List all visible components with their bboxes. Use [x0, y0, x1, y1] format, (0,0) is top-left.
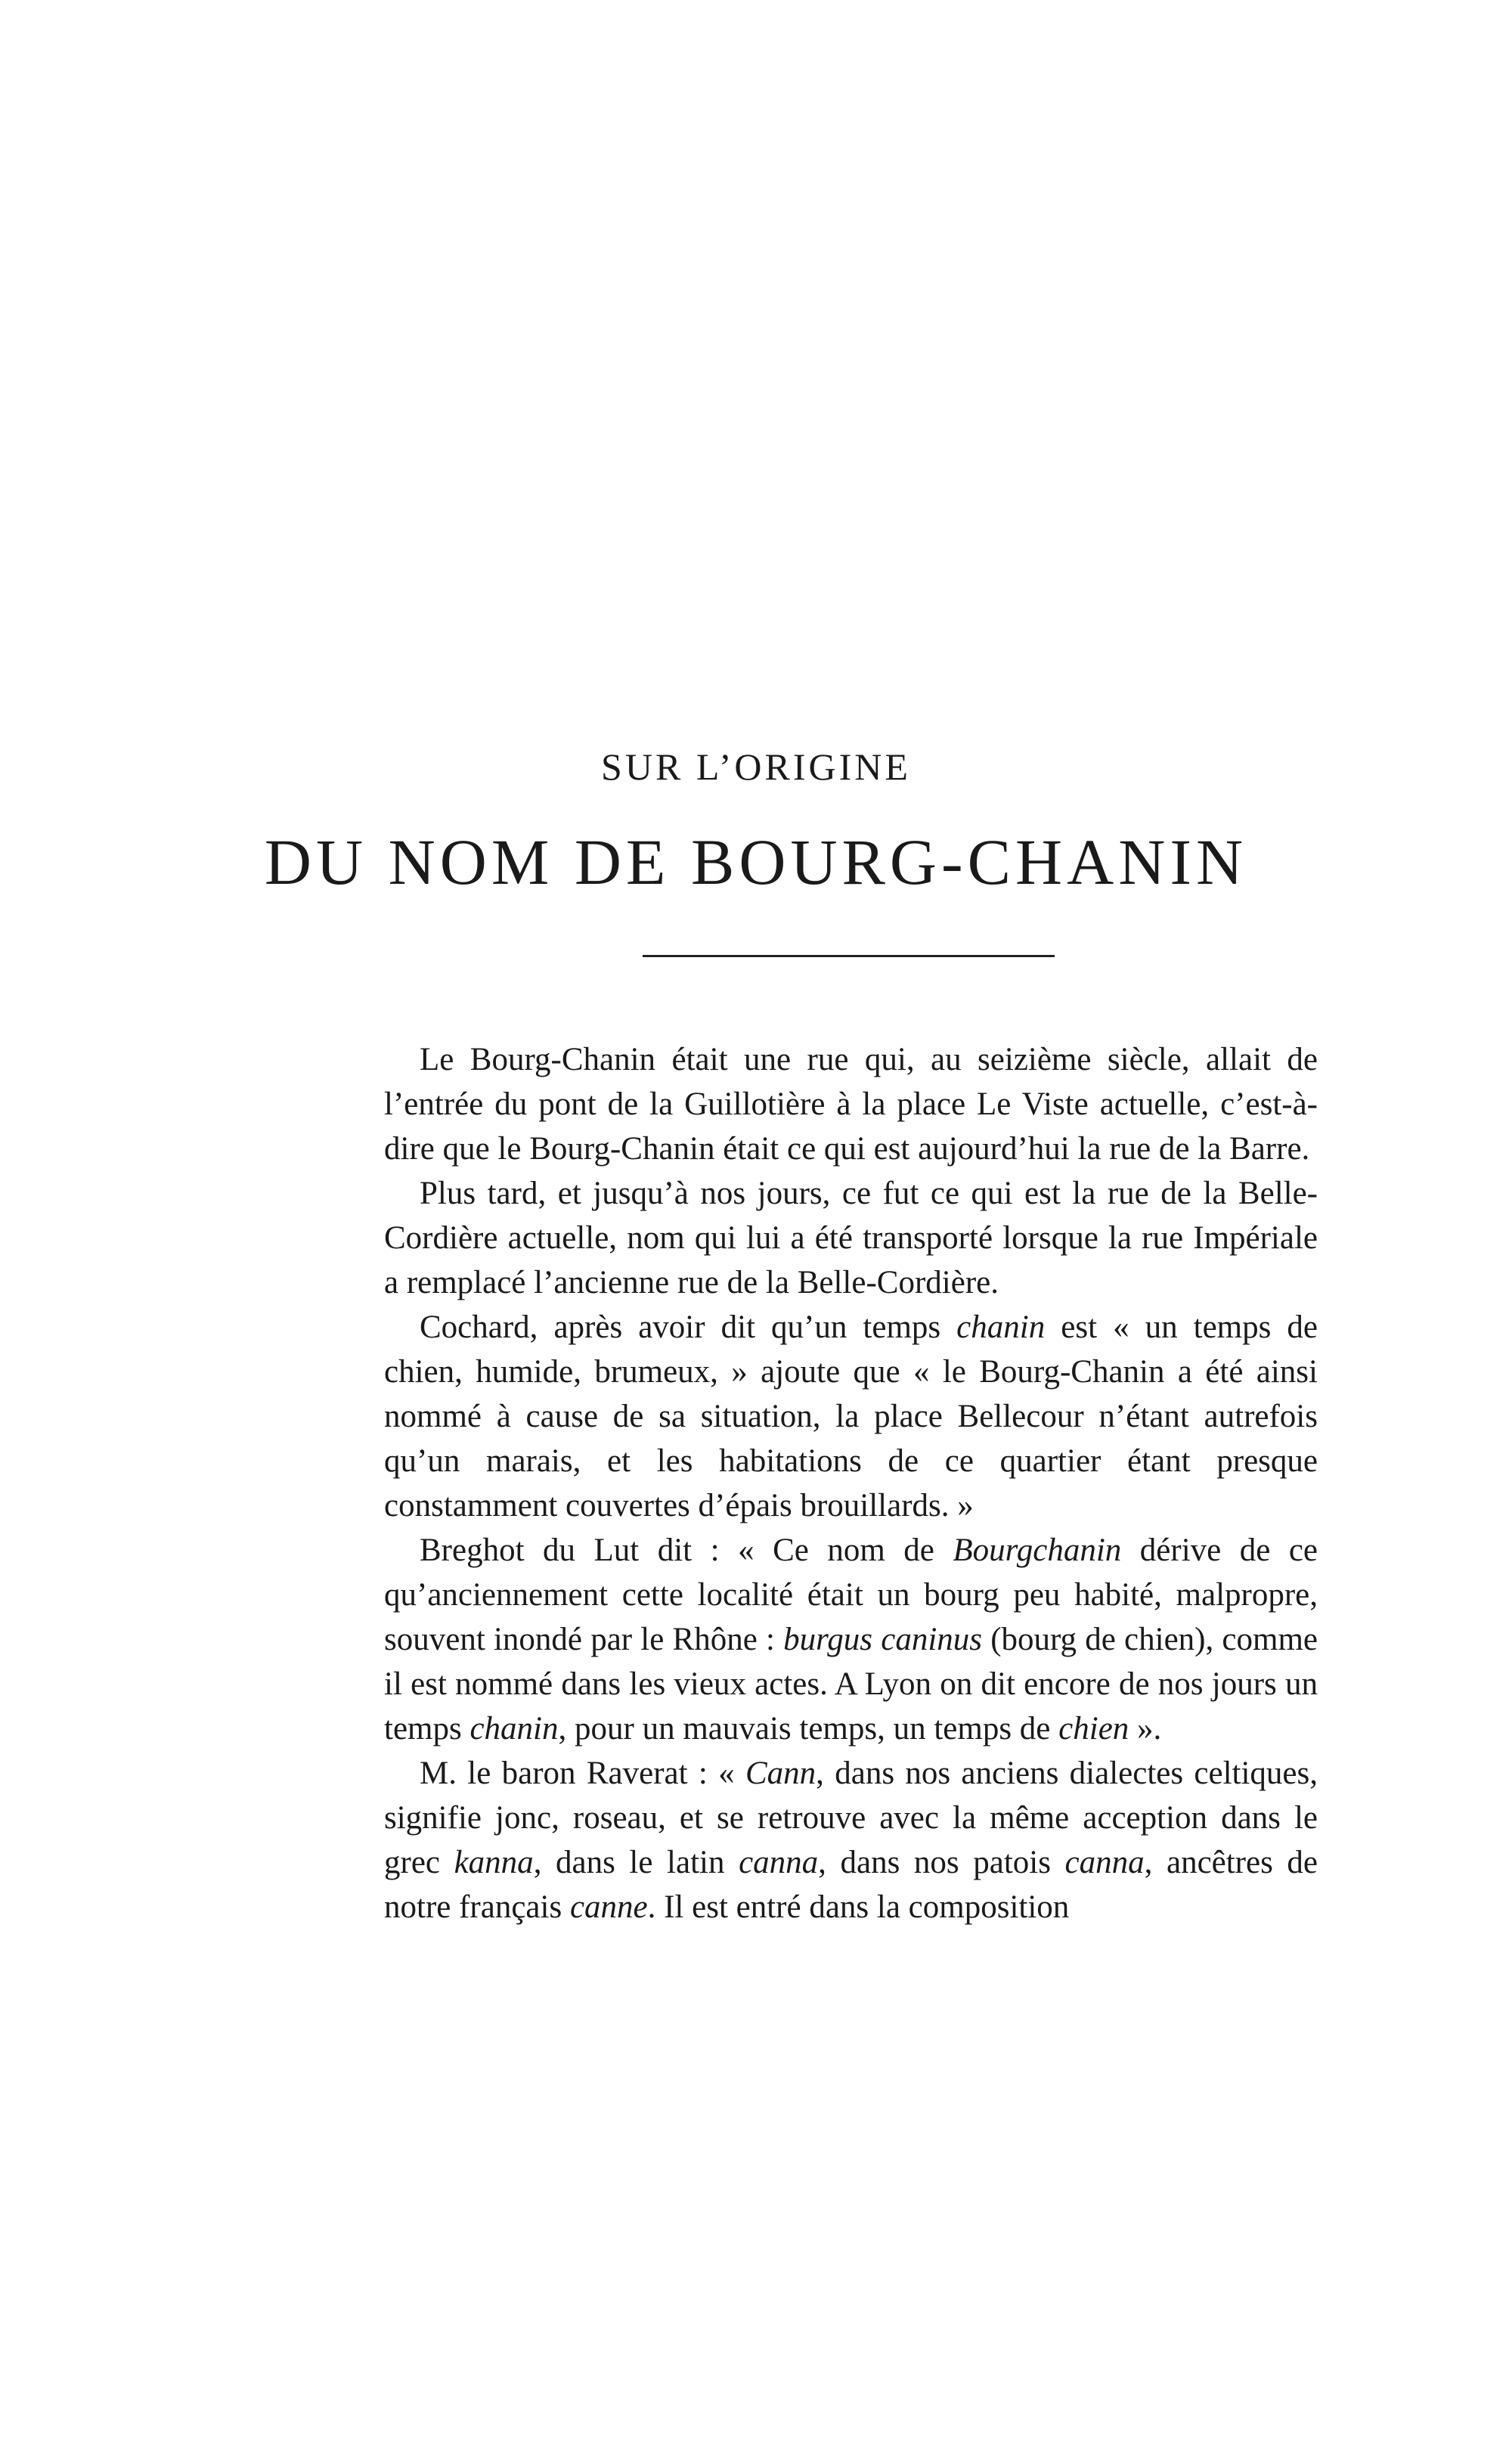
text-run: , dans le latin [533, 1845, 739, 1880]
text-run: est « un temps de chien, humide, brumeux, » ajoute que « le Bourg-Chanin a été ainsi nommé à cause de sa situation, la place Bellecour n’étant autrefois qu’un marais, et les habitations de ce quartier étant presque constamment couvertes d’épais brouillards. » [384, 1309, 1318, 1523]
italic-term: canna [1064, 1845, 1145, 1880]
italic-term: kanna [454, 1845, 534, 1880]
text-run: Plus tard, et jusqu’à nos jours, ce fut ce qui est la rue de la Belle-Cordière actuelle, nom qui lui a été transporté lorsque la rue Impériale a remplacé l’ancienne rue de la Belle-Cordière. [384, 1176, 1318, 1300]
paragraph [384, 1751, 1318, 1929]
text-run: Breghot du Lut dit : « Ce nom de [420, 1533, 953, 1568]
text-run: Le Bourg-Chanin était une rue qui, au seizième siècle, allait de l’entrée du pont de la Guillotière à la place Le Viste actuelle, c’est-à-dire que le Bourg-Chanin était ce qui est aujourd’hui la rue de la Barre. [384, 1042, 1318, 1167]
text-run: , dans nos patois [818, 1845, 1065, 1880]
paragraph [384, 1528, 1318, 1751]
page-title: DU NOM DE BOURG-CHANIN [264, 826, 1248, 898]
body-text [384, 1037, 1318, 1929]
text-run: Cochard, après avoir dit qu’un temps [420, 1309, 957, 1345]
text-run: . Il est entré dans la composition [647, 1889, 1070, 1925]
italic-term: burgus caninus [783, 1622, 982, 1657]
italic-term: Cann [745, 1756, 816, 1791]
paragraph [384, 1305, 1318, 1528]
text-run: , dans nos anciens dialectes celtiques, signifie jonc, roseau, et se retrouve avec la même acception dans le grec [384, 1756, 1318, 1880]
text-run: M. le baron Raverat : « [420, 1756, 745, 1791]
text-run: , pour un mauvais temps, un temps de [558, 1711, 1059, 1746]
italic-term: chien [1058, 1711, 1129, 1746]
italic-term: canna [739, 1845, 819, 1880]
paragraph [384, 1037, 1318, 1171]
title-rule [643, 955, 1055, 957]
italic-term: chanin [956, 1309, 1046, 1345]
italic-term: chanin [469, 1711, 559, 1746]
supertitle: SUR L’ORIGINE [601, 745, 911, 788]
text-run: ». [1129, 1711, 1162, 1746]
text-run: dérive de ce qu’anciennement cette localité était un bourg peu habité, malpropre, souvent inondé par le Rhône : [384, 1533, 1318, 1657]
text-run: , ancêtres de notre français [384, 1845, 1318, 1925]
italic-term: Bourgchanin [953, 1533, 1122, 1568]
text-run: (bourg de chien), comme il est nommé dans les vieux actes. A Lyon on dit encore de nos jours un temps [384, 1622, 1318, 1746]
italic-term: canne [569, 1889, 648, 1925]
paragraph [384, 1171, 1318, 1305]
